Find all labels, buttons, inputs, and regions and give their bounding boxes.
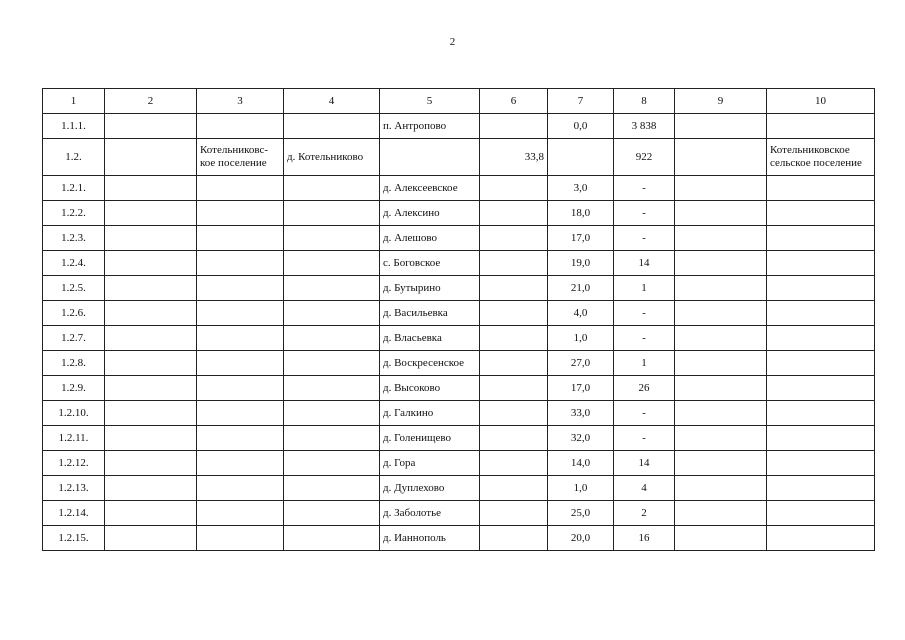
- row-number: 1.2.11.: [43, 426, 105, 451]
- admin-center: [284, 476, 380, 501]
- col6-value: [480, 451, 548, 476]
- municipality-name: [767, 226, 875, 251]
- table-row: [43, 176, 875, 201]
- settlement-name: д. Галкино: [380, 401, 480, 426]
- municipality-name: [767, 276, 875, 301]
- row-number: 1.2.6.: [43, 301, 105, 326]
- settlement-municipality: [197, 301, 284, 326]
- col9-cell: [675, 351, 767, 376]
- col2-cell: [105, 376, 197, 401]
- table-row: [43, 401, 875, 426]
- settlement-municipality: [197, 451, 284, 476]
- row-number: 1.2.2.: [43, 201, 105, 226]
- col2-cell: [105, 114, 197, 139]
- col6-value: [480, 226, 548, 251]
- population-value: -: [614, 176, 675, 201]
- col6-value: [480, 476, 548, 501]
- col6-value: [480, 426, 548, 451]
- population-value: 14: [614, 251, 675, 276]
- col9-cell: [675, 476, 767, 501]
- col9-cell: [675, 226, 767, 251]
- col9-cell: [675, 201, 767, 226]
- population-value: -: [614, 201, 675, 226]
- municipality-name: [767, 501, 875, 526]
- col9-cell: [675, 501, 767, 526]
- admin-center: [284, 276, 380, 301]
- col2-cell: [105, 326, 197, 351]
- settlement-municipality: [197, 401, 284, 426]
- settlement-name: [380, 139, 480, 176]
- distance-value: 20,0: [548, 526, 614, 551]
- table-body: [43, 114, 875, 551]
- municipality-name: [767, 114, 875, 139]
- settlement-name: д. Заболотье: [380, 501, 480, 526]
- distance-value: 33,0: [548, 401, 614, 426]
- distance-value: 3,0: [548, 176, 614, 201]
- table-row: [43, 376, 875, 401]
- admin-center: [284, 426, 380, 451]
- table-row: [43, 326, 875, 351]
- settlement-name: д. Васильевка: [380, 301, 480, 326]
- settlement-name: д. Голенищево: [380, 426, 480, 451]
- settlement-name: д. Высоково: [380, 376, 480, 401]
- col9-cell: [675, 276, 767, 301]
- row-number: 1.2.4.: [43, 251, 105, 276]
- admin-center: [284, 351, 380, 376]
- col9-cell: [675, 114, 767, 139]
- distance-value: [548, 139, 614, 176]
- col6-value: [480, 326, 548, 351]
- settlement-municipality: [197, 176, 284, 201]
- col2-cell: [105, 351, 197, 376]
- row-number: 1.2.9.: [43, 376, 105, 401]
- municipality-name: [767, 451, 875, 476]
- municipality-name: [767, 476, 875, 501]
- col2-cell: [105, 251, 197, 276]
- settlement-municipality: [197, 114, 284, 139]
- table-row: [43, 251, 875, 276]
- municipality-name: [767, 351, 875, 376]
- population-value: -: [614, 426, 675, 451]
- population-value: 922: [614, 139, 675, 176]
- distance-value: 25,0: [548, 501, 614, 526]
- col9-cell: [675, 176, 767, 201]
- table-row: [43, 276, 875, 301]
- col6-value: [480, 276, 548, 301]
- population-value: 26: [614, 376, 675, 401]
- col2-cell: [105, 226, 197, 251]
- settlement-name: д. Гора: [380, 451, 480, 476]
- col9-cell: [675, 451, 767, 476]
- settlement-municipality: [197, 351, 284, 376]
- municipality-name: [767, 251, 875, 276]
- settlement-municipality: [197, 501, 284, 526]
- population-value: -: [614, 401, 675, 426]
- row-number: 1.2.: [43, 139, 105, 176]
- settlement-municipality: Котельниковс-кое поселение: [197, 139, 284, 176]
- municipality-name: [767, 301, 875, 326]
- col2-cell: [105, 401, 197, 426]
- distance-value: 1,0: [548, 476, 614, 501]
- row-number: 1.2.15.: [43, 526, 105, 551]
- population-value: 4: [614, 476, 675, 501]
- settlement-municipality: [197, 376, 284, 401]
- row-number: 1.2.3.: [43, 226, 105, 251]
- settlement-municipality: [197, 201, 284, 226]
- distance-value: 27,0: [548, 351, 614, 376]
- table-row: [43, 226, 875, 251]
- population-value: 14: [614, 451, 675, 476]
- col6-value: [480, 526, 548, 551]
- col6-value: [480, 176, 548, 201]
- settlement-name: д. Алексино: [380, 201, 480, 226]
- col2-cell: [105, 451, 197, 476]
- population-value: -: [614, 326, 675, 351]
- admin-center: [284, 376, 380, 401]
- table-row: [43, 139, 875, 176]
- admin-center: [284, 451, 380, 476]
- settlement-municipality: [197, 326, 284, 351]
- population-value: -: [614, 301, 675, 326]
- row-number: 1.2.5.: [43, 276, 105, 301]
- col2-cell: [105, 276, 197, 301]
- municipality-name: [767, 176, 875, 201]
- table-row: [43, 351, 875, 376]
- admin-center: [284, 401, 380, 426]
- distance-value: 32,0: [548, 426, 614, 451]
- distance-value: 1,0: [548, 326, 614, 351]
- settlement-name: д. Алешово: [380, 226, 480, 251]
- distance-value: 4,0: [548, 301, 614, 326]
- settlement-municipality: [197, 476, 284, 501]
- col2-cell: [105, 526, 197, 551]
- admin-center: [284, 201, 380, 226]
- row-number: 1.2.13.: [43, 476, 105, 501]
- municipality-name: [767, 526, 875, 551]
- settlements-table: [42, 88, 875, 551]
- municipality-name: [767, 376, 875, 401]
- page-number: 2: [449, 36, 456, 48]
- population-value: 16: [614, 526, 675, 551]
- column-header-3: 3: [197, 89, 284, 114]
- col2-cell: [105, 176, 197, 201]
- col6-value: [480, 501, 548, 526]
- col9-cell: [675, 401, 767, 426]
- col9-cell: [675, 376, 767, 401]
- settlement-name: д. Ианнополь: [380, 526, 480, 551]
- settlement-municipality: [197, 226, 284, 251]
- admin-center: д. Котельниково: [284, 139, 380, 176]
- col2-cell: [105, 476, 197, 501]
- column-header-1: 1: [43, 89, 105, 114]
- table-row: [43, 451, 875, 476]
- col6-value: [480, 114, 548, 139]
- col6-value: [480, 351, 548, 376]
- row-number: 1.1.1.: [43, 114, 105, 139]
- col9-cell: [675, 301, 767, 326]
- distance-value: 14,0: [548, 451, 614, 476]
- distance-value: 0,0: [548, 114, 614, 139]
- distance-value: 18,0: [548, 201, 614, 226]
- table-row: [43, 476, 875, 501]
- admin-center: [284, 526, 380, 551]
- col9-cell: [675, 526, 767, 551]
- col6-value: [480, 401, 548, 426]
- col2-cell: [105, 301, 197, 326]
- settlement-name: д. Алексеевское: [380, 176, 480, 201]
- settlement-name: д. Воскресенское: [380, 351, 480, 376]
- col6-value: [480, 376, 548, 401]
- column-header-7: 7: [548, 89, 614, 114]
- admin-center: [284, 176, 380, 201]
- table-header-row: [43, 89, 875, 114]
- table-row: [43, 114, 875, 139]
- col6-value: [480, 251, 548, 276]
- population-value: 1: [614, 276, 675, 301]
- col2-cell: [105, 201, 197, 226]
- col9-cell: [675, 426, 767, 451]
- population-value: -: [614, 226, 675, 251]
- column-header-10: 10: [767, 89, 875, 114]
- settlement-name: с. Боговское: [380, 251, 480, 276]
- col9-cell: [675, 326, 767, 351]
- col6-value: [480, 301, 548, 326]
- column-header-2: 2: [105, 89, 197, 114]
- row-number: 1.2.12.: [43, 451, 105, 476]
- col2-cell: [105, 139, 197, 176]
- col2-cell: [105, 426, 197, 451]
- settlement-name: д. Власьевка: [380, 326, 480, 351]
- table-row: [43, 501, 875, 526]
- population-value: 3 838: [614, 114, 675, 139]
- column-header-8: 8: [614, 89, 675, 114]
- admin-center: [284, 226, 380, 251]
- admin-center: [284, 114, 380, 139]
- population-value: 2: [614, 501, 675, 526]
- column-header-5: 5: [380, 89, 480, 114]
- table-row: [43, 526, 875, 551]
- column-header-9: 9: [675, 89, 767, 114]
- settlement-name: д. Бутырино: [380, 276, 480, 301]
- distance-value: 17,0: [548, 226, 614, 251]
- settlement-municipality: [197, 276, 284, 301]
- admin-center: [284, 301, 380, 326]
- distance-value: 19,0: [548, 251, 614, 276]
- col9-cell: [675, 139, 767, 176]
- table-row: [43, 426, 875, 451]
- settlement-municipality: [197, 251, 284, 276]
- admin-center: [284, 501, 380, 526]
- distance-value: 17,0: [548, 376, 614, 401]
- row-number: 1.2.10.: [43, 401, 105, 426]
- row-number: 1.2.7.: [43, 326, 105, 351]
- settlement-name: п. Антропово: [380, 114, 480, 139]
- settlement-name: д. Дуплехово: [380, 476, 480, 501]
- table-row: [43, 201, 875, 226]
- table-row: [43, 301, 875, 326]
- municipality-name: [767, 401, 875, 426]
- row-number: 1.2.1.: [43, 176, 105, 201]
- settlement-municipality: [197, 526, 284, 551]
- column-header-4: 4: [284, 89, 380, 114]
- municipality-name: [767, 426, 875, 451]
- municipality-name: [767, 201, 875, 226]
- settlement-municipality: [197, 426, 284, 451]
- col6-value: 33,8: [480, 139, 548, 176]
- admin-center: [284, 326, 380, 351]
- municipality-name: [767, 326, 875, 351]
- distance-value: 21,0: [548, 276, 614, 301]
- col9-cell: [675, 251, 767, 276]
- admin-center: [284, 251, 380, 276]
- municipality-name: Котельниковское сельское поселение: [767, 139, 875, 176]
- row-number: 1.2.8.: [43, 351, 105, 376]
- population-value: 1: [614, 351, 675, 376]
- row-number: 1.2.14.: [43, 501, 105, 526]
- col2-cell: [105, 501, 197, 526]
- col6-value: [480, 201, 548, 226]
- column-header-6: 6: [480, 89, 548, 114]
